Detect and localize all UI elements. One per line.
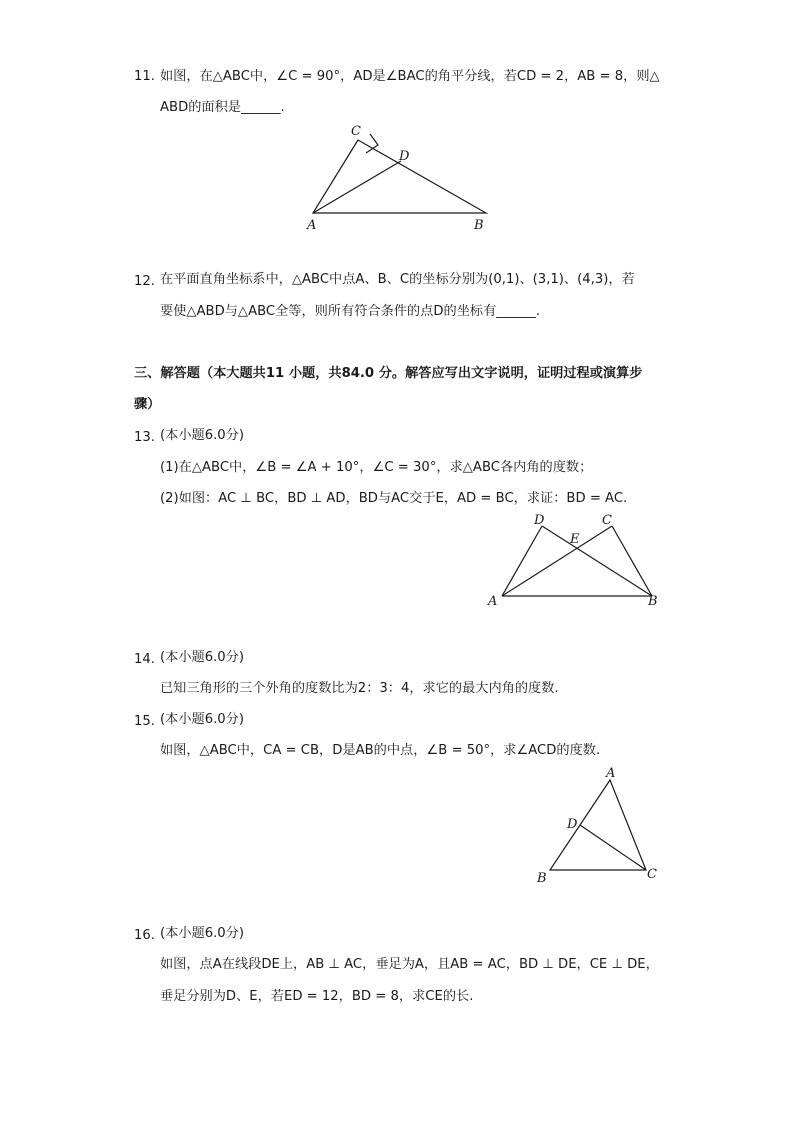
q16-text-line1: 如图，点A在线段DE上，AB ⊥ AC，垂足为A，且AB = AC，BD ⊥ DE，CE ⊥ DE， <box>160 957 659 972</box>
q11-text-line2: ABD的面积是______. <box>160 100 285 115</box>
section3-heading-line2: 骤） <box>134 397 161 412</box>
q13-segment-bd <box>542 526 652 596</box>
q15-label-d: D <box>567 817 578 832</box>
q11-figure <box>300 120 500 235</box>
q15-number: 15. <box>134 714 155 729</box>
q15-label-b: B <box>537 871 547 886</box>
q13-part1: (1)在△ABC中，∠B = ∠A + 10°，∠C = 30°，求△ABC各内角的度数； <box>160 460 593 475</box>
q13-segment-ac <box>502 526 612 596</box>
q13-part2: (2)如图：AC ⊥ BC，BD ⊥ AD，BD与AC交于E，AD = BC，求证：BD = AC. <box>160 491 628 506</box>
q13-label-a: A <box>488 594 498 609</box>
q16-number: 16. <box>134 928 155 943</box>
q11-number: 11. <box>134 69 155 84</box>
q13-figure <box>480 510 670 610</box>
q14-number: 14. <box>134 652 155 667</box>
q15-figure <box>530 762 670 887</box>
q15-median-cd <box>580 825 646 870</box>
q13-segment-bc <box>612 526 652 596</box>
q12-text-line1: 在平面直角坐标系中，△ABC中点A、B、C的坐标分别为(0,1)、(3,1)、(4,3)，若 <box>160 272 635 287</box>
q13-label-b: B <box>648 594 658 609</box>
q13-score: (本小题6.0分) <box>160 428 245 443</box>
q14-score: (本小题6.0分) <box>160 650 245 665</box>
q13-label-d: D <box>534 513 545 528</box>
q13-segment-ad <box>502 526 542 596</box>
q15-score: (本小题6.0分) <box>160 712 245 727</box>
q13-label-c: C <box>602 513 612 528</box>
q11-label-c: C <box>351 124 361 139</box>
q11-label-a: A <box>307 218 317 233</box>
q14-text: 已知三角形的三个外角的度数比为2：3：4，求它的最大内角的度数. <box>160 681 559 696</box>
q13-number: 13. <box>134 430 155 445</box>
q11-bisector-ad <box>313 161 401 213</box>
q11-text-line1: 如图，在△ABC中，∠C = 90°，AD是∠BAC的角平分线，若CD = 2，AB = 8，则△ <box>160 69 660 84</box>
q15-text: 如图，△ABC中，CA = CB，D是AB的中点，∠B = 50°，求∠ACD的度数. <box>160 743 601 758</box>
q16-text-line2: 垂足分别为D、E，若ED = 12，BD = 8，求CE的长. <box>160 989 474 1004</box>
q12-number: 12. <box>134 274 155 289</box>
q15-triangle <box>550 780 646 870</box>
q16-score: (本小题6.0分) <box>160 926 245 941</box>
q15-label-a: A <box>606 766 616 781</box>
q13-label-e: E <box>570 532 580 547</box>
q12-text-line2: 要使△ABD与△ABC全等，则所有符合条件的点D的坐标有______. <box>160 304 541 319</box>
q15-label-c: C <box>647 867 657 882</box>
q11-label-d: D <box>399 149 410 164</box>
q11-label-b: B <box>474 218 484 233</box>
section3-heading-line1: 三、解答题（本大题共11 小题，共84.0 分。解答应写出文字说明，证明过程或演算步 <box>134 366 643 381</box>
